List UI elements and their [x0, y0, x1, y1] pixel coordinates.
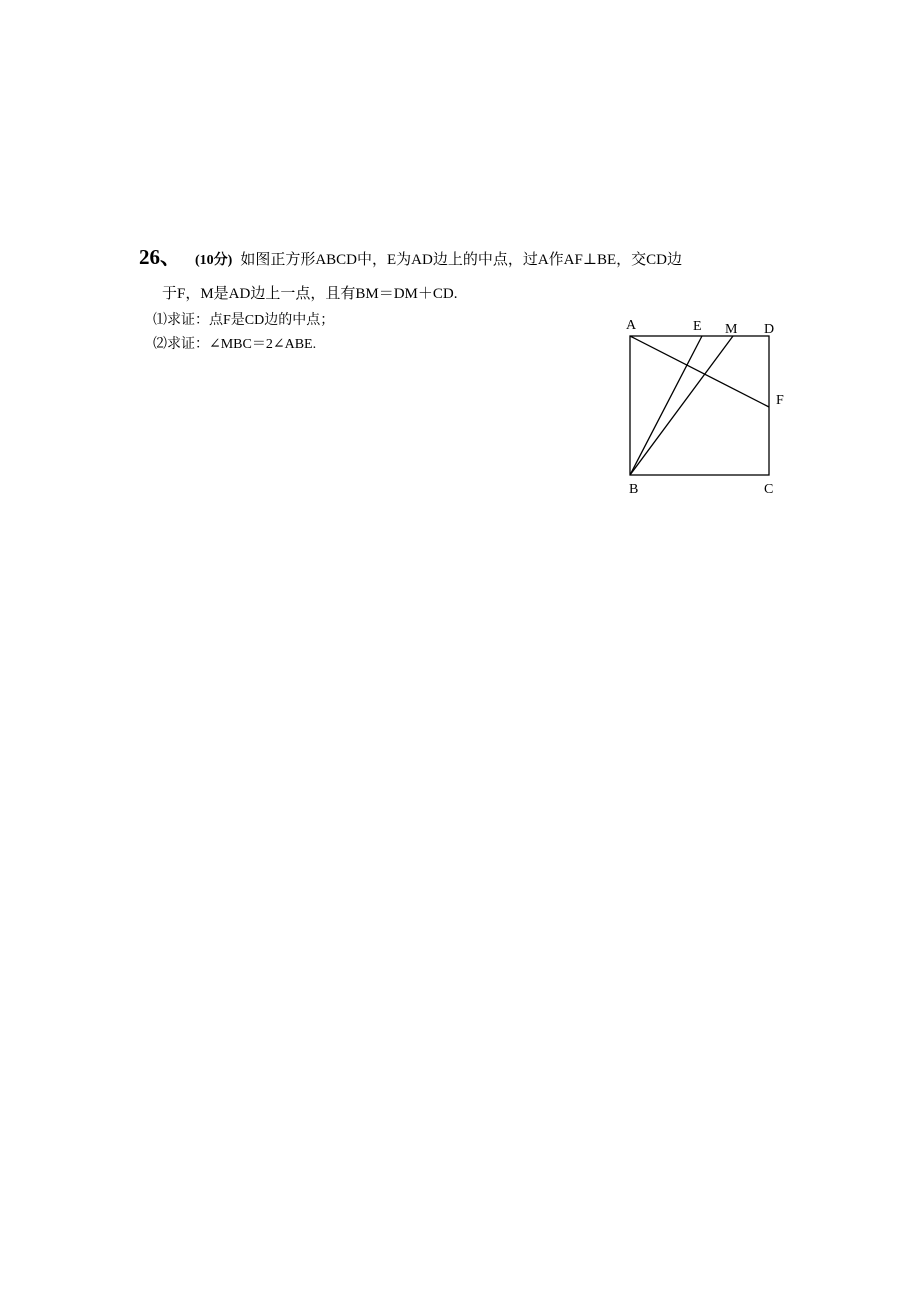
- question-stem-text-1: 如图正方形ABCD中，E为AD边上的中点，过A作AF⊥BE，交CD边: [240, 252, 682, 268]
- question-points: (10分): [195, 253, 233, 268]
- label-f: F: [776, 393, 784, 408]
- label-d: D: [764, 322, 775, 337]
- label-m: M: [725, 322, 738, 337]
- segment-af: [630, 336, 769, 407]
- question-part-1: ⑴求证：点F是CD边的中点；: [153, 313, 335, 328]
- label-b: B: [629, 482, 639, 497]
- geometry-figure: [615, 312, 805, 502]
- label-e: E: [693, 319, 702, 334]
- label-c: C: [764, 482, 774, 497]
- question-part-2: ⑵求证：∠MBC＝2∠ABE.: [153, 337, 317, 352]
- question-number: 26、: [139, 245, 181, 269]
- question-stem-line-1: [139, 244, 799, 274]
- square-abcd: [630, 336, 769, 475]
- segment-bm: [630, 336, 733, 475]
- question-stem-line-2: 于F，M是AD边上一点，且有BM＝DM＋CD.: [162, 286, 458, 302]
- label-a: A: [626, 318, 637, 333]
- segment-be: [630, 336, 702, 475]
